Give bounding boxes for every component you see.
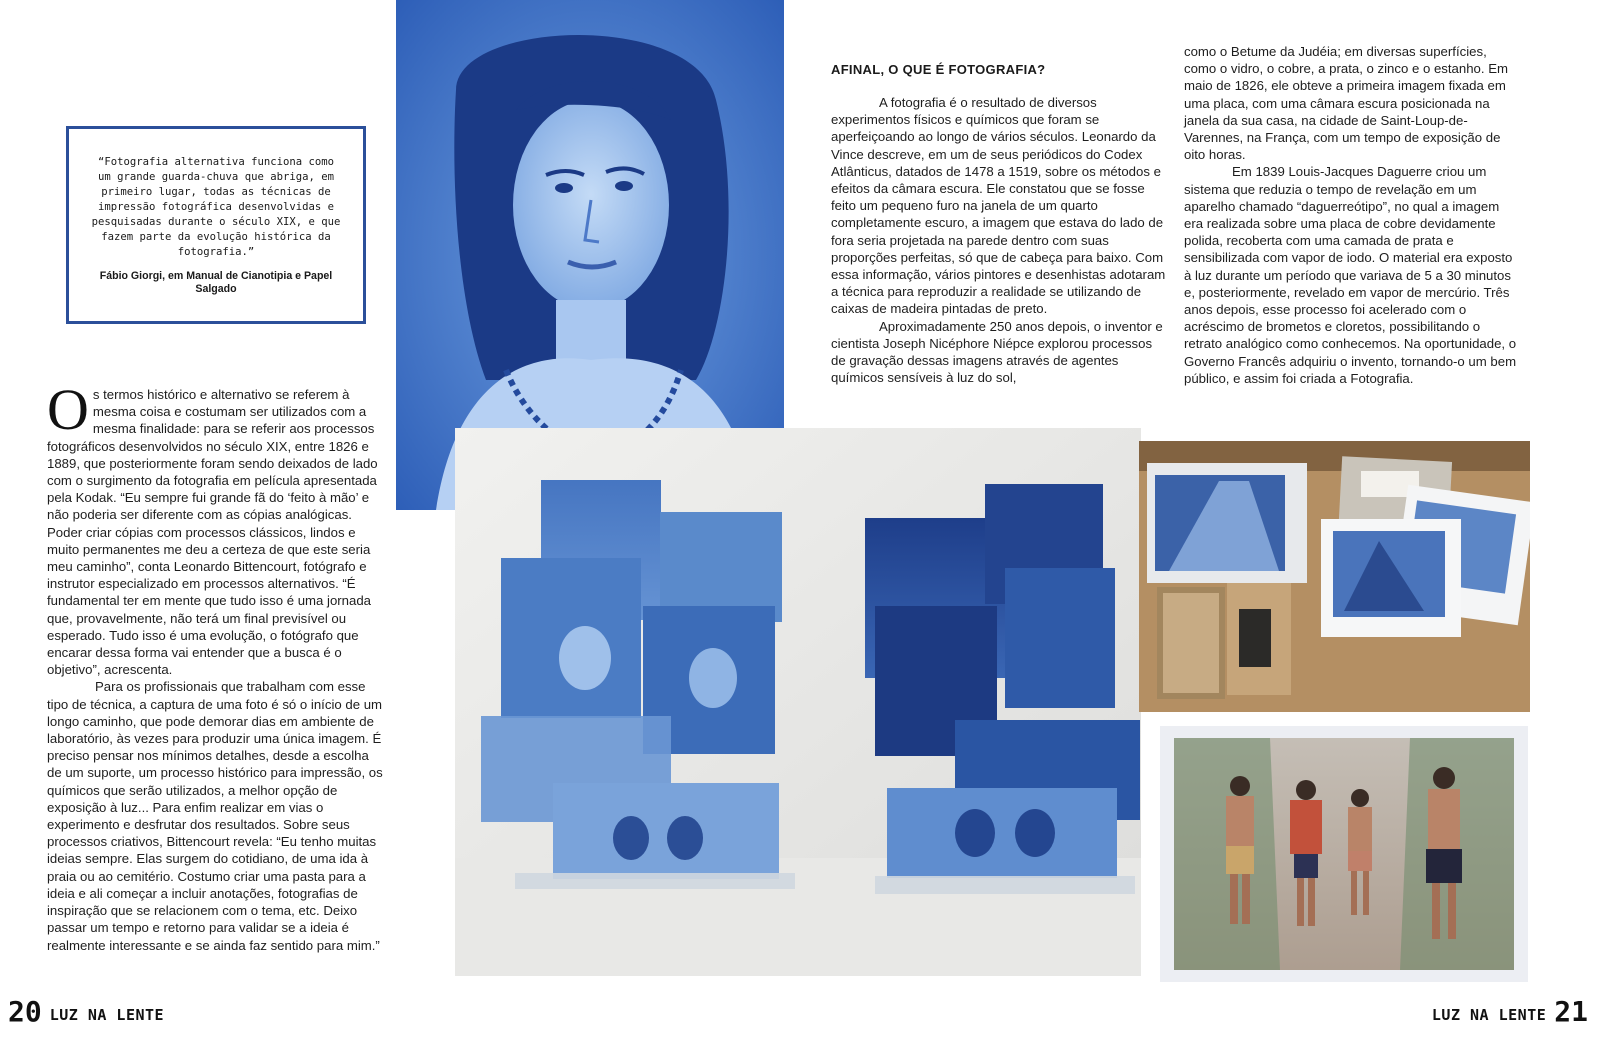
left-page-number: 20 — [8, 995, 42, 1028]
section-heading: AFINAL, O QUE É FOTOGRAFIA? — [831, 62, 1046, 77]
right-page-number: 21 — [1554, 995, 1588, 1028]
right-magazine-title: LUZ NA LENTE — [1431, 1006, 1547, 1024]
left-article — [47, 377, 385, 954]
left-magazine-title: LUZ NA LENTE — [49, 1006, 165, 1024]
left-article-paragraph-1: s termos histórico e alternativo se referem à mesma coisa e costumam ser utilizados com a mesma finalidade: para se referir aos processos fotográficos desenvolvidos no século XIX, entre 1826 e 1889, que posteriormente foram sendo deixados de lado com o surgimento da fotografia em película apresentada pela Kodak. “Eu sempre fui grande fã do ‘feito à mão’ e não poderia ser diferente com as cópias analógicas. Poder criar cópias com processos clássicos, lindos e muito permanentes me deu a certeza de que este seria meu caminho”, conta Leonardo Bittencourt, fotógrafo e instrutor especializado em processos alternativos. “É fundamental ter em mente que tudo isso é uma jornada que, provavelmente, não terá um final previsível ou esperado. Tudo isso é uma evolução, o fotógrafo que encarar dessa forma vai entender que a busca é o objetivo”, acrescenta. — [47, 387, 378, 678]
right-col1-paragraph-2: Aproximadamente 250 anos depois, o inventor e cientista Joseph Nicéphore Niépce explorou processos de gravação dessas imagens através de agentes químicos sensíveis à luz do sol, — [831, 318, 1163, 386]
right-article-column-1 — [831, 94, 1168, 386]
pull-quote-author: Fábio Giorgi, em Manual de Cianotipia e Papel Salgado — [99, 270, 333, 295]
left-folio — [8, 996, 164, 1028]
right-folio — [1432, 996, 1588, 1028]
drop-cap: O — [47, 377, 89, 442]
pull-quote-box — [66, 126, 366, 324]
right-col2-paragraph-1: como o Betume da Judéia; em diversas superfícies, como o vidro, o cobre, a prata, o zinco e o estanho. Em maio de 1826, ele obteve a primeira imagem fixada em uma placa, com uma câmara escura posicionada na janela da sua casa, na cidade de Saint-Loup-de-Varennes, na França, com um tempo de exposição de oito horas. — [1184, 44, 1509, 163]
children-walking-photo — [1160, 726, 1528, 982]
left-article-paragraph-2: Para os profissionais que trabalham com esse tipo de técnica, a captura de uma foto é só o início de um longo caminho, que pode demorar dias em ambiente de laboratório, às vezes para produzir uma única imagem. É preciso pensar nos mínimos detalhes, desde a escolha de um suporte, um processo histórico para impressão, os químicos que serão utilizados, a melhor opção de exposição à luz... Para enfim realizar em vias o experimento e desfrutar dos resultados. Sobre seus processos criativos, Bittencourt revela: “Eu tenho muitas ideias sempre. Elas surgem do cotidiano, de uma ida à praia ou ao cemitério. Costumo criar uma pasta para a ideia e ali começar a incluir anotações, fotografias de inspiração que se relacionem com o tema, etc. Deixo passar um tempo e retorno para validar se a ideia é realmente interessante e se ainda faz sentido para mim.” — [47, 679, 383, 953]
pull-quote-text: “Fotografia alternativa funciona como um grande guarda-chuva que abriga, em primeiro lugar, todas as técnicas de impressão fotográfica desenvolvidas e pesquisadas durante o século XIX, e que fazem parte da evolução histórica da fotografia.” — [91, 156, 341, 258]
right-article-column-2 — [1184, 43, 1521, 387]
right-col2-paragraph-2: Em 1839 Louis-Jacques Daguerre criou um sistema que reduzia o tempo de revelação em um aparelho chamado “daguerreótipo”, no qual a imagem era realizada sobre uma placa de cobre devidamente polida, recoberta com uma camada de prata e sensibilizada com vapor de iodo. O material era exposto à luz durante um período que variava de 5 a 30 minutos e, posteriormente, revelado em vapor de mercúrio. Três anos depois, esse processo foi acelerado com o acréscimo de brometos e cloretos, possibilitando o retrato analógico como conhecemos. Na oportunidade, o Governo Francês adquiriu o invento, tornando-o um bem público, e assim foi criada a Fotografia. — [1184, 164, 1517, 386]
glass-plates-photo — [455, 428, 1141, 976]
prints-on-table-photo — [1139, 441, 1530, 712]
right-col1-paragraph-1: A fotografia é o resultado de diversos experimentos físicos e químicos que foram se aperfeiçoando ao longo de vários séculos. Leonardo da Vince descreve, em um de seus periódicos do Codex Atlânticus, datados de 1478 a 1519, sobre os métodos e efeitos da câmara escura. Ele constatou que se fosse feito um pequeno furo na janela de um quarto completamente escuro, a imagem que estava do lado de fora seria projetada na parede dentro com suas proporções perfeitas, só que de cabeça para baixo. Com essa informação, vários pintores e desenhistas adotaram a técnica para reproduzir a realidade se utilizando de caixas de madeira pintadas de preto. — [831, 95, 1166, 317]
